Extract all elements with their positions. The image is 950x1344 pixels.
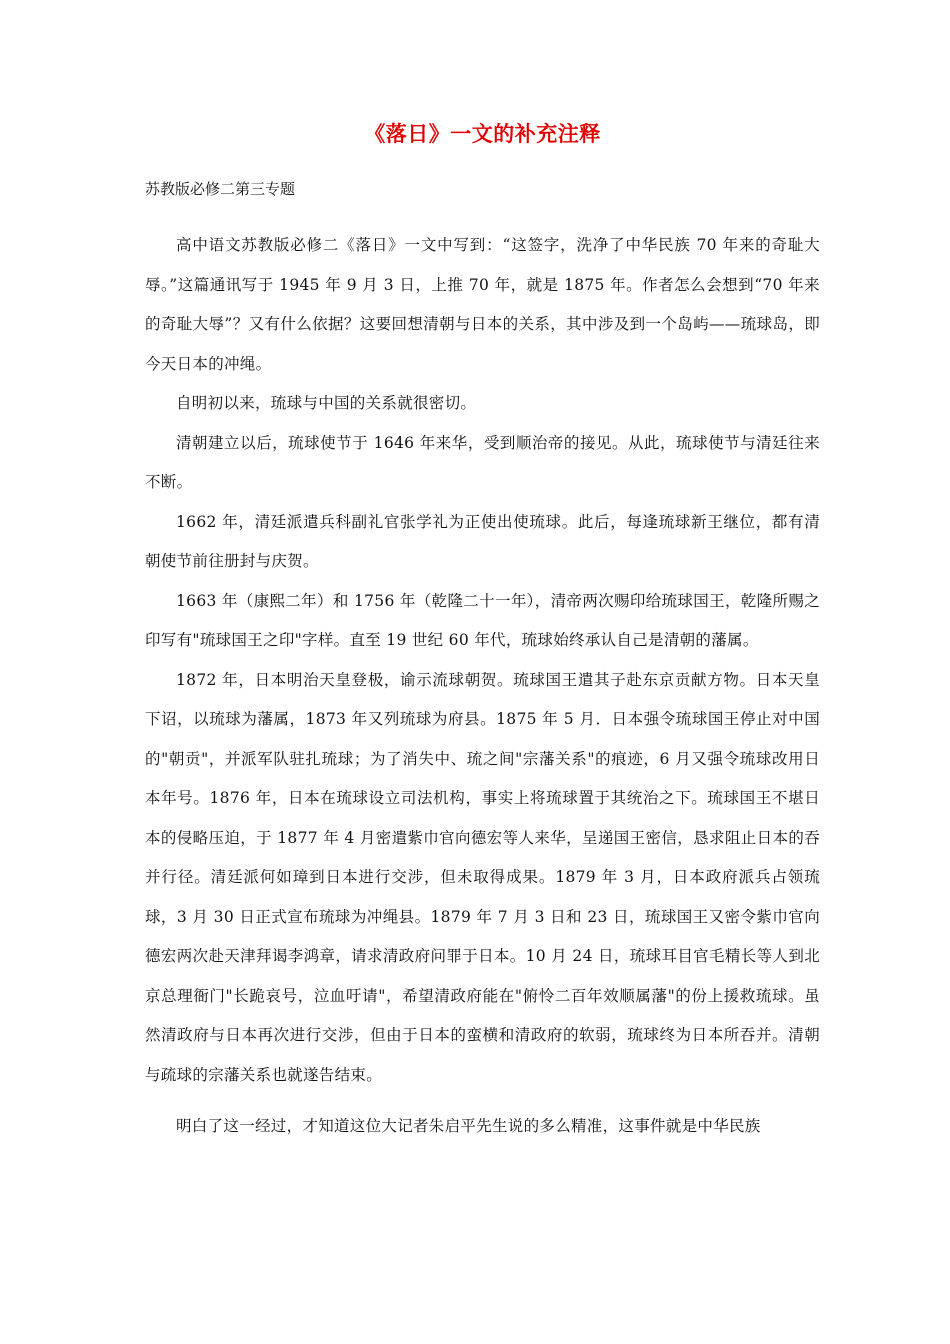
paragraph-ming: 自明初以来，琉球与中国的关系就很密切。 bbox=[176, 394, 477, 412]
paragraph-1872: 1872 年，日本明治天皇登极，谕示流球朝贺。琉球国王遣其子赴东京贡献方物。日本天皇下诏，以琉球为藩属，1873 年又列琉球为府县。1875 年 5 月．日本强令琉球国王停止对中国的"朝贡"，并派军队驻扎琉球；为了消失中、琉之间"宗藩关系"的痕迹，6 月又强令琉球改用日本年号。1876 年，日本在琉球设立司法机构，事实上将琉球置于其统治之下。琉球国王不堪日本的侵略压迫，于 1877 年 4 月密遣紫巾官向德宏等人来华，呈递国王密信，恳求阻止日本的吞并行径。清廷派何如璋到日本进行交涉，但未取得成果。1879 年 3 月，日本政府派兵占领琉球，3 月 30 日正式宣布琉球为冲绳县。1879 年 7 月 3 日和 23 日，琉球国王又密令紫巾官向德宏两次赴天津拜谒李鸿章，请求清政府问罪于日本。10 月 24 日，琉球耳目官毛精长等人到北京总理衙门"长跪哀号，泣血吁请"，希望清政府能在"俯怜二百年效顺属藩"的份上援救琉球。虽然清政府与日本再次进行交涉，但由于日本的蛮横和清政府的软弱，琉球终为日本所吞并。清朝与疏球的宗藩关系也就遂告结束。 bbox=[145, 670, 820, 1084]
paragraph-qing-1646: 清朝建立以后，琉球使节于 1646 年来华，受到顺治帝的接见。从此，琉球使节与清廷往来不断。 bbox=[145, 433, 820, 491]
paragraph-1662: 1662 年，清廷派遣兵科副礼官张学礼为正使出使琉球。此后，每逢琉球新王继位，都有清朝使节前往册封与庆贺。 bbox=[145, 512, 820, 570]
paragraph-1663: 1663 年（康熙二年）和 1756 年（乾隆二十一年），清帝两次赐印给琉球国王，乾隆所赐之印写有"琉球国王之印"字样。直至 19 世纪 60 年代，琉球始终承认自己是清朝的藩属。 bbox=[145, 591, 820, 649]
document-body bbox=[145, 226, 820, 1147]
paragraph-intro: 高中语文苏教版必修二《落日》一文中写到：“这签字，洗净了中华民族 70 年来的奇耻大辱。”这篇通讯写于 1945 年 9 月 3 日，上推 70 年，就是 1875 年。作者怎么会想到“70 年来的奇耻大辱”？又有什么依据？这要回想清朝与日本的关系，其中涉及到一个岛屿——琉球岛，即今天日本的冲绳。 bbox=[145, 236, 820, 373]
document-subtitle: 苏教版必修二第三专题 bbox=[145, 180, 296, 198]
paragraph-conclusion: 明白了这一经过，才知道这位大记者朱启平先生说的多么精准，这事件就是中华民族 bbox=[176, 1117, 761, 1135]
document-title: 《落日》一文的补充注释 bbox=[364, 121, 601, 146]
